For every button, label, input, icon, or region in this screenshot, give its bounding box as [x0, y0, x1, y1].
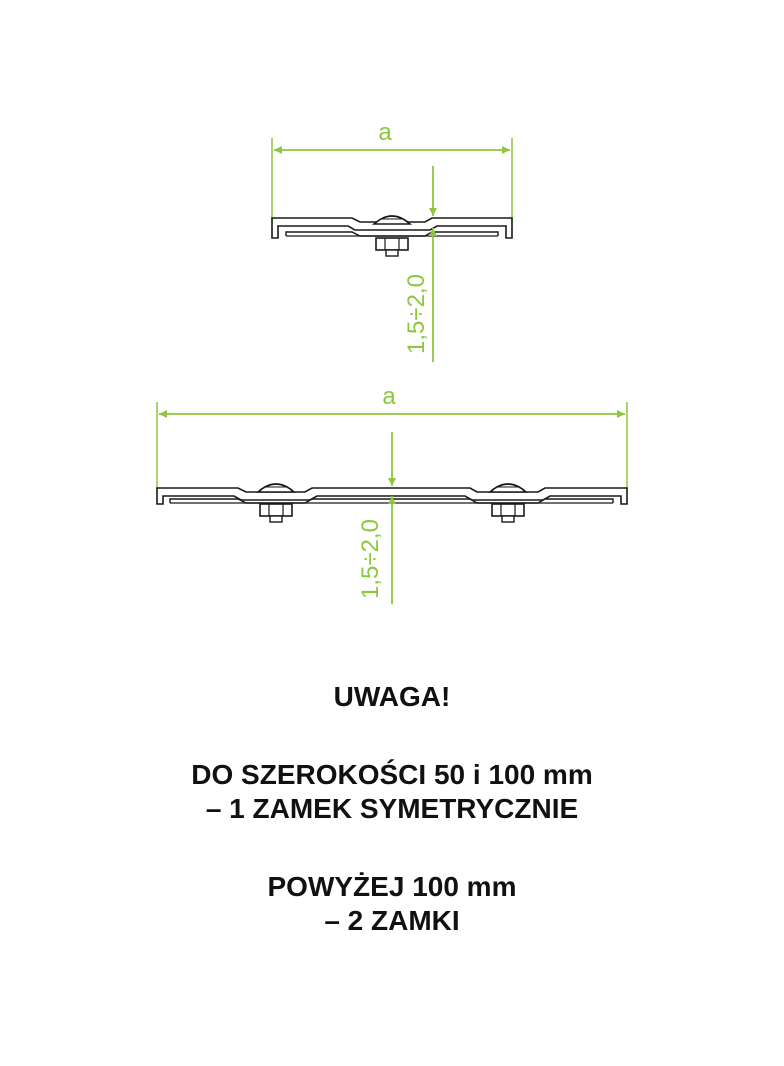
- rule2-line1: POWYŻEJ 100 mm: [267, 871, 517, 902]
- bottom-nut-left: [260, 504, 292, 516]
- top-assembly: [272, 119, 512, 362]
- top-gap-label: 1,5÷2,0: [403, 274, 430, 354]
- top-width-label: a: [378, 119, 392, 146]
- bottom-width-label: a: [382, 383, 396, 410]
- bottom-bolt-head-left: [258, 484, 294, 492]
- rule1-line1: DO SZEROKOŚCI 50 i 100 mm: [191, 759, 593, 790]
- top-nut: [376, 238, 408, 250]
- rule2-line2: – 2 ZAMKI: [324, 905, 460, 936]
- rule1-line2: – 1 ZAMEK SYMETRYCZNIE: [205, 793, 579, 824]
- top-bolt-end: [386, 250, 398, 256]
- notes-block: [0, 680, 784, 938]
- bottom-assembly: [157, 383, 627, 604]
- bottom-nut-right: [492, 504, 524, 516]
- bottom-bolt-end-left: [270, 516, 282, 522]
- bottom-gap-label: 1,5÷2,0: [357, 519, 384, 599]
- top-bolt-head: [374, 216, 410, 224]
- bottom-bolt-head-right: [490, 484, 526, 492]
- bottom-bolt-end-right: [502, 516, 514, 522]
- notes-heading: UWAGA!: [333, 681, 451, 712]
